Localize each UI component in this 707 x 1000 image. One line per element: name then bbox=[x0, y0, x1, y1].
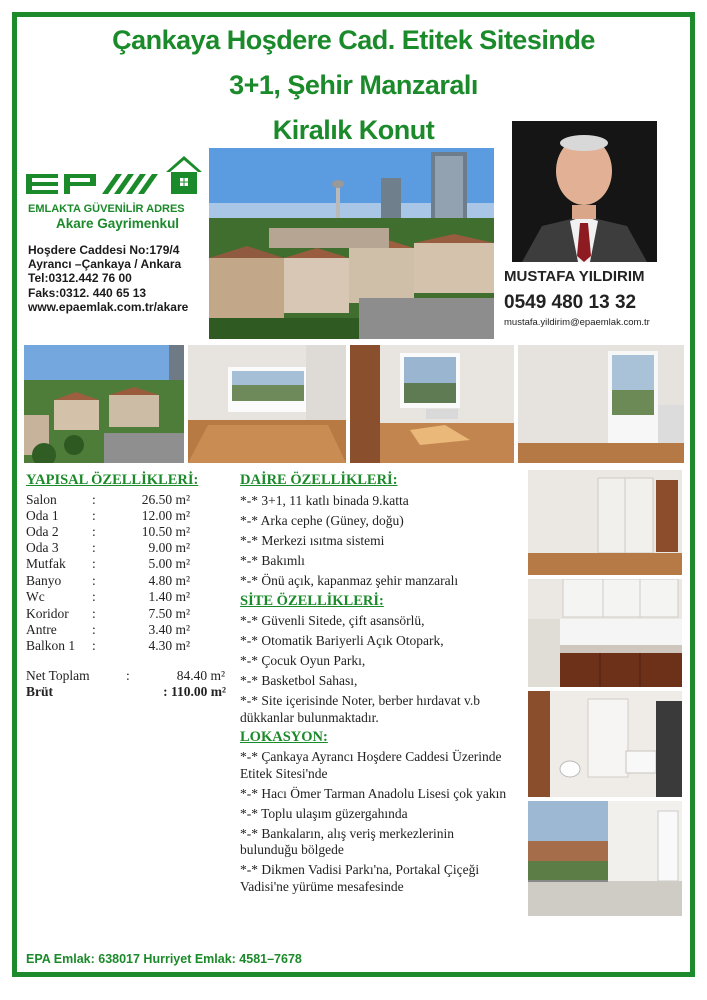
room-area: 3.40 m² bbox=[148, 622, 190, 637]
list-item: *-* Çankaya Ayrancı Hoşdere Caddesi Üzerinde Etitek Sitesi'nde bbox=[240, 749, 502, 781]
balcony-door-photo bbox=[518, 345, 684, 463]
separator-colon: : bbox=[126, 668, 130, 683]
company-tel: Tel:0312.442 76 00 bbox=[28, 271, 132, 285]
room-area: 9.00 m² bbox=[148, 540, 190, 555]
room-photo bbox=[350, 345, 514, 463]
separator-colon: : bbox=[92, 556, 96, 571]
list-item: *-* Basketbol Sahası, bbox=[240, 673, 358, 688]
list-item: *-* Toplu ulaşım güzergahında bbox=[240, 805, 408, 821]
list-item: *-* Merkezi ısıtma sistemi bbox=[240, 533, 385, 548]
title-line-2: 3+1, Şehir Manzaralı bbox=[229, 70, 478, 100]
list-item: *-* Bankaların, alış veriş merkezlerinin bulunduğu bölgede bbox=[240, 825, 455, 857]
room-label: Salon bbox=[26, 492, 57, 507]
bedroom-photo bbox=[528, 470, 682, 575]
gross-total-label: Brüt bbox=[26, 684, 53, 699]
agent-photo bbox=[512, 121, 657, 262]
title-line-3: Kiralık Konut bbox=[272, 115, 435, 145]
separator-colon: : bbox=[92, 524, 96, 539]
location-list bbox=[240, 749, 515, 899]
separator-colon: : bbox=[92, 492, 96, 507]
agent-name: MUSTAFA YILDIRIM bbox=[504, 268, 645, 285]
room-label: Wc bbox=[26, 589, 45, 604]
gross-total-value: : 110.00 m² bbox=[163, 684, 226, 699]
agent-phone: 0549 480 13 32 bbox=[504, 292, 637, 313]
company-fax: Faks:0312. 440 65 13 bbox=[28, 286, 147, 300]
flat-features-list bbox=[240, 493, 515, 593]
company-address-1: Hoşdere Caddesi No:179/4 bbox=[28, 243, 180, 257]
room-area: 1.40 m² bbox=[148, 589, 190, 604]
title-line-1: Çankaya Hoşdere Cad. Etitek Sitesinde bbox=[112, 25, 595, 55]
structural-heading: YAPISAL ÖZELLİKLERİ: bbox=[26, 472, 199, 488]
room-label: Oda 2 bbox=[26, 524, 59, 539]
company-logo bbox=[26, 154, 206, 202]
list-item: *-* Hacı Ömer Tarman Anadolu Lisesi çok yakın bbox=[240, 785, 507, 801]
agent-email: mustafa.yildirim@epaemlak.com.tr bbox=[504, 317, 650, 328]
room-label: Balkon 1 bbox=[26, 638, 76, 653]
list-item: *-* Çocuk Oyun Parkı, bbox=[240, 653, 366, 668]
kitchen-photo bbox=[528, 579, 682, 687]
room-area: 26.50 m² bbox=[141, 492, 190, 507]
separator-colon: : bbox=[92, 622, 96, 637]
net-total-label: Net Toplam bbox=[26, 668, 90, 683]
separator-colon: : bbox=[92, 606, 96, 621]
room-area: 10.50 m² bbox=[141, 524, 190, 539]
company-name: Akare Gayrimenkul bbox=[56, 216, 180, 231]
room-label: Oda 1 bbox=[26, 508, 59, 523]
room-area: 4.80 m² bbox=[148, 573, 190, 588]
list-item: *-* Güvenli Sitede, çift asansörlü, bbox=[240, 613, 425, 628]
room-label: Oda 3 bbox=[26, 540, 59, 555]
room-area: 4.30 m² bbox=[148, 638, 190, 653]
separator-colon: : bbox=[92, 540, 96, 555]
separator-colon: : bbox=[92, 573, 96, 588]
room-area: 5.00 m² bbox=[148, 556, 190, 571]
separator-colon: : bbox=[92, 508, 96, 523]
footer-listing-ids: EPA Emlak: 638017 Hurriyet Emlak: 4581–7678 bbox=[26, 952, 302, 966]
room-label: Mutfak bbox=[26, 556, 66, 571]
list-item: *-* Site içerisinde Noter, berber hırdavat v.b dükkanlar bulunmaktadır. bbox=[240, 693, 481, 725]
room-label: Koridor bbox=[26, 606, 69, 621]
site-features-list bbox=[240, 613, 515, 730]
company-address-2: Ayrancı –Çankaya / Ankara bbox=[28, 257, 182, 271]
living-room-photo bbox=[188, 345, 346, 463]
room-label: Banyo bbox=[26, 573, 62, 588]
list-item: *-* Dikmen Vadisi Parkı'na, Portakal Çiçeği Vadisi'ne yürüme mesafesinde bbox=[240, 862, 480, 894]
bathroom-photo bbox=[528, 691, 682, 797]
location-heading: LOKASYON: bbox=[240, 729, 328, 745]
list-item: *-* 3+1, 11 katlı binada 9.katta bbox=[240, 493, 409, 508]
site-features-heading: SİTE ÖZELLİKLERİ: bbox=[240, 593, 384, 609]
list-item: *-* Otomatik Bariyerli Açık Otopark, bbox=[240, 633, 444, 648]
company-slogan: EMLAKTA GÜVENİLİR ADRES bbox=[28, 203, 185, 215]
aerial-view-photo bbox=[24, 345, 184, 463]
company-web: www.epaemlak.com.tr/akare bbox=[28, 300, 189, 314]
balcony-photo bbox=[528, 801, 682, 916]
net-total-value: 84.40 m² bbox=[176, 668, 225, 683]
room-area: 12.00 m² bbox=[141, 508, 190, 523]
separator-colon: : bbox=[92, 638, 96, 653]
list-item: *-* Bakımlı bbox=[240, 553, 305, 568]
flat-features-heading: DAİRE ÖZELLİKLERİ: bbox=[240, 472, 398, 488]
list-item: *-* Arka cephe (Güney, doğu) bbox=[240, 513, 404, 528]
room-label: Antre bbox=[26, 622, 57, 637]
list-item: *-* Önü açık, kapanmaz şehir manzaralı bbox=[240, 573, 459, 588]
room-area: 7.50 m² bbox=[148, 606, 190, 621]
separator-colon: : bbox=[92, 589, 96, 604]
city-view-photo bbox=[209, 148, 494, 339]
